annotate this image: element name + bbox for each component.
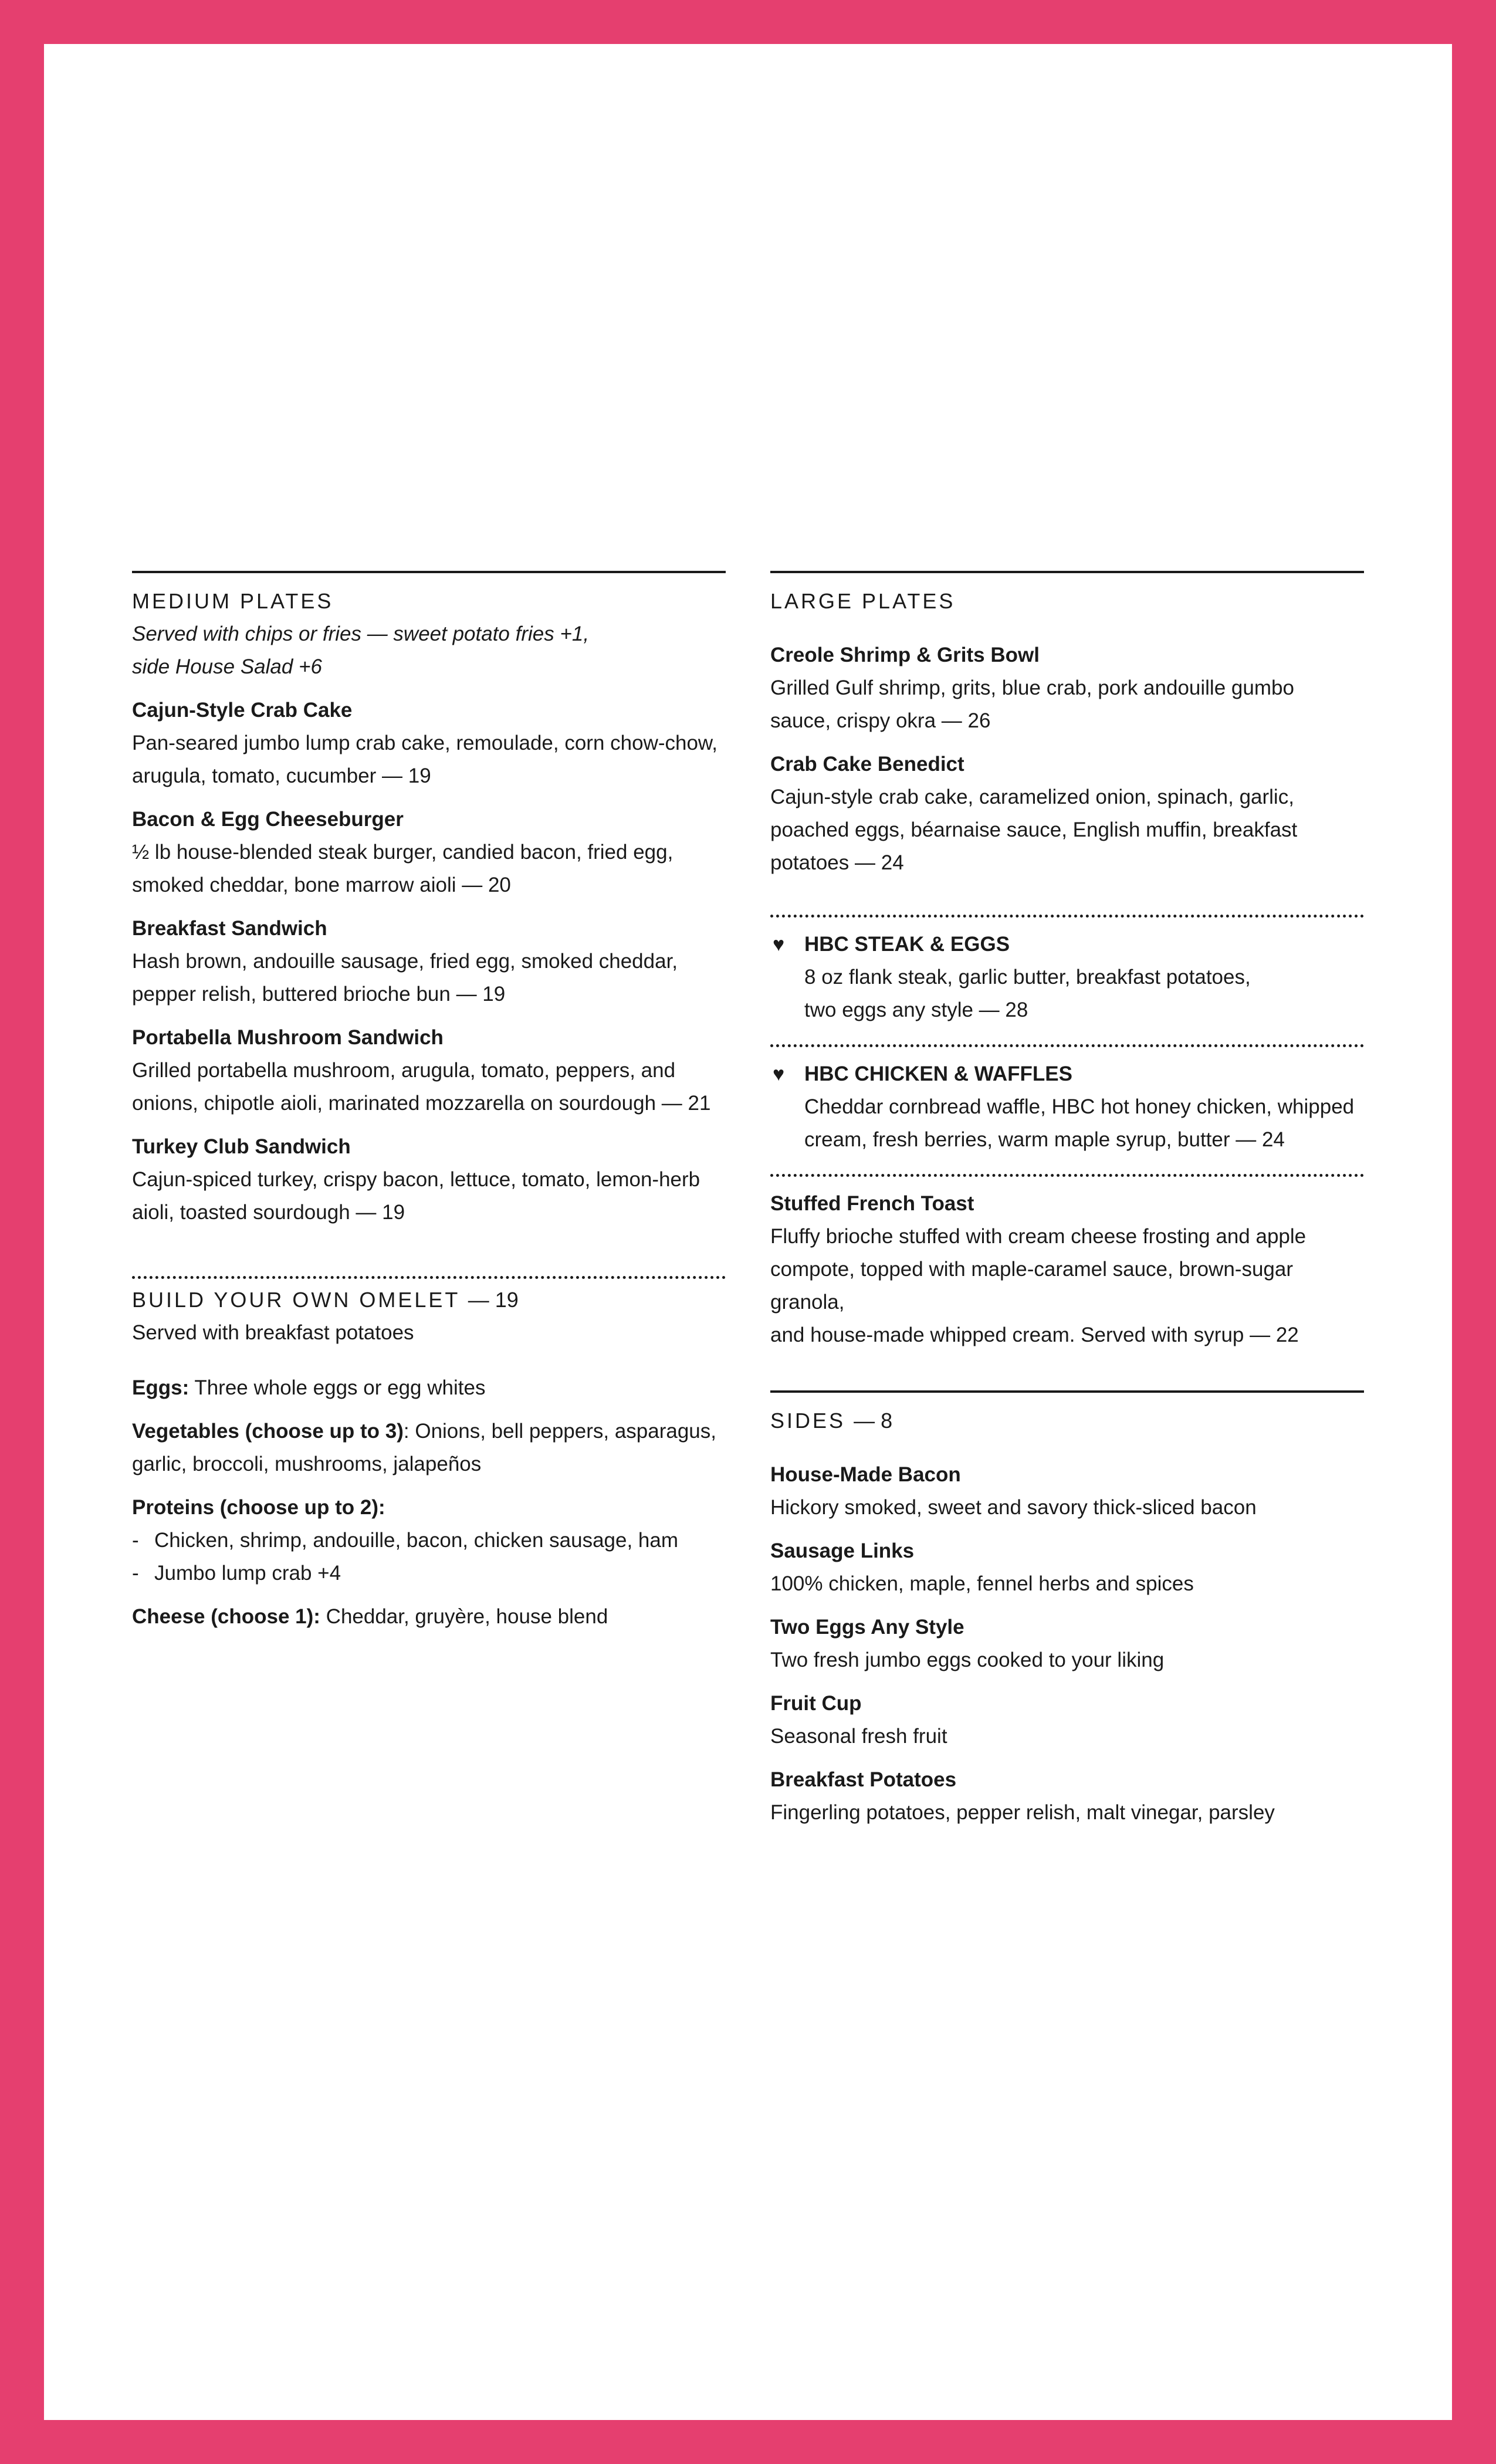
dotted-divider [770, 1044, 1364, 1047]
item-desc: and house-made whipped cream. Served with syrup — 22 [770, 1324, 1299, 1346]
item-desc: sauce, crispy okra — 26 [770, 709, 991, 732]
section-title-sides [770, 1404, 1364, 1437]
section-title-medium-plates: MEDIUM PLATES [132, 589, 334, 613]
item-name: Crab Cake Benedict [770, 753, 964, 776]
veg-label: Vegetables (choose up to 3) [132, 1420, 404, 1443]
protein-option [132, 1524, 726, 1557]
item-name: Breakfast Sandwich [132, 917, 327, 940]
dash: - [132, 1529, 139, 1552]
cheese-label: Cheese (choose 1): [132, 1605, 320, 1628]
omelet-note: Served with breakfast potatoes [132, 1321, 414, 1344]
menu-item [770, 1187, 1364, 1352]
omelet-title: BUILD YOUR OWN OMELET [132, 1288, 460, 1312]
item-desc: Fingerling potatoes, pepper relish, malt vinegar, parsley [770, 1801, 1275, 1824]
menu-item [132, 694, 726, 793]
omelet-proteins [132, 1491, 726, 1590]
menu-item [770, 748, 1364, 879]
item-desc: poached eggs, béarnaise sauce, English muffin, breakfast [770, 818, 1298, 841]
item-name: HBC STEAK & EGGS [804, 933, 1010, 956]
item-desc: Pan-seared jumbo lump crab cake, remoulade, corn chow-chow, [132, 732, 717, 754]
item-desc: Grilled Gulf shrimp, grits, blue crab, pork andouille gumbo [770, 676, 1294, 699]
sides-price: — 8 [854, 1409, 893, 1433]
item-name: Turkey Club Sandwich [132, 1135, 351, 1158]
item-name: Creole Shrimp & Grits Bowl [770, 644, 1040, 666]
omelet-eggs [132, 1372, 726, 1404]
heart-icon: ♥ [773, 933, 785, 956]
item-name: Fruit Cup [770, 1692, 862, 1715]
veg-line2: garlic, broccoli, mushrooms, jalapeños [132, 1453, 482, 1475]
item-desc: ½ lb house-blended steak burger, candied bacon, fried egg, [132, 841, 673, 864]
featured-item [770, 1058, 1364, 1156]
side-item [770, 1458, 1364, 1524]
item-desc: smoked cheddar, bone marrow aioli — 20 [132, 874, 511, 896]
item-name: Stuffed French Toast [770, 1192, 974, 1215]
item-desc: two eggs any style — 28 [804, 999, 1028, 1021]
item-desc: 100% chicken, maple, fennel herbs and spices [770, 1572, 1194, 1595]
item-desc: onions, chipotle aioli, marinated mozzarella on sourdough — 21 [132, 1092, 711, 1115]
protein-option-text: Chicken, shrimp, andouille, bacon, chicken sausage, ham [154, 1529, 678, 1552]
item-desc: Fluffy brioche stuffed with cream cheese frosting and apple [770, 1225, 1307, 1248]
item-desc: Cajun-style crab cake, caramelized onion, spinach, garlic, [770, 786, 1294, 808]
sides-title: SIDES [770, 1409, 846, 1433]
item-name: Portabella Mushroom Sandwich [132, 1026, 444, 1049]
dotted-divider [770, 915, 1364, 918]
item-desc: pepper relish, buttered brioche bun — 19 [132, 983, 506, 1006]
section-title-omelet [132, 1284, 726, 1316]
item-name: Two Eggs Any Style [770, 1616, 964, 1639]
cheese-text: Cheddar, gruyère, house blend [320, 1605, 608, 1628]
side-item [770, 1687, 1364, 1753]
item-desc: aioli, toasted sourdough — 19 [132, 1201, 405, 1224]
eggs-label: Eggs: [132, 1376, 189, 1399]
item-desc: potatoes — 24 [770, 851, 904, 874]
dash: - [132, 1562, 139, 1585]
item-desc: Seasonal fresh fruit [770, 1725, 947, 1748]
heart-icon: ♥ [773, 1063, 785, 1085]
section-title-large-plates: LARGE PLATES [770, 589, 956, 613]
left-column [132, 571, 726, 1633]
omelet-price: — 19 [468, 1288, 519, 1312]
right-column [770, 571, 1364, 1829]
side-item [770, 1611, 1364, 1677]
item-desc: Two fresh jumbo eggs cooked to your liking [770, 1649, 1165, 1671]
veg-text: : Onions, bell peppers, asparagus, [403, 1420, 716, 1443]
item-desc: compote, topped with maple-caramel sauce, brown-sugar granola, [770, 1258, 1293, 1314]
medium-plates-note-line1: Served with chips or fries — sweet potato fries +1, [132, 622, 590, 645]
menu-item [770, 639, 1364, 737]
protein-option [132, 1557, 726, 1590]
proteins-label: Proteins (choose up to 2): [132, 1496, 385, 1519]
menu-item [132, 912, 726, 1011]
item-name: HBC CHICKEN & WAFFLES [804, 1062, 1072, 1085]
medium-plates-note-line2: side House Salad +6 [132, 655, 322, 678]
item-desc: arugula, tomato, cucumber — 19 [132, 764, 431, 787]
featured-item [770, 928, 1364, 1027]
item-desc: 8 oz flank steak, garlic butter, breakfast potatoes, [804, 966, 1251, 989]
dotted-divider [770, 1174, 1364, 1177]
item-name: Sausage Links [770, 1539, 915, 1562]
menu-page [44, 44, 1452, 2420]
omelet-vegetables [132, 1415, 726, 1481]
menu-item [132, 1131, 726, 1229]
menu-item [132, 803, 726, 902]
item-desc: Grilled portabella mushroom, arugula, tomato, peppers, and [132, 1059, 676, 1082]
menu-item [132, 1021, 726, 1120]
item-desc: Cheddar cornbread waffle, HBC hot honey chicken, whipped [804, 1095, 1355, 1118]
item-desc: cream, fresh berries, warm maple syrup, butter — 24 [804, 1128, 1285, 1151]
item-name: Bacon & Egg Cheeseburger [132, 808, 404, 831]
veg-line1 [132, 1415, 726, 1448]
item-name: Breakfast Potatoes [770, 1768, 957, 1791]
omelet-cheese [132, 1600, 726, 1633]
side-item [770, 1764, 1364, 1829]
item-desc: Hash brown, andouille sausage, fried egg, smoked cheddar, [132, 950, 678, 973]
item-name: House-Made Bacon [770, 1463, 961, 1486]
item-desc: Hickory smoked, sweet and savory thick-sliced bacon [770, 1496, 1257, 1519]
item-desc: Cajun-spiced turkey, crispy bacon, lettuce, tomato, lemon-herb [132, 1168, 700, 1191]
item-name: Cajun-Style Crab Cake [132, 699, 353, 722]
protein-option-text: Jumbo lump crab +4 [154, 1562, 341, 1585]
eggs-text: Three whole eggs or egg whites [189, 1376, 486, 1399]
side-item [770, 1535, 1364, 1600]
